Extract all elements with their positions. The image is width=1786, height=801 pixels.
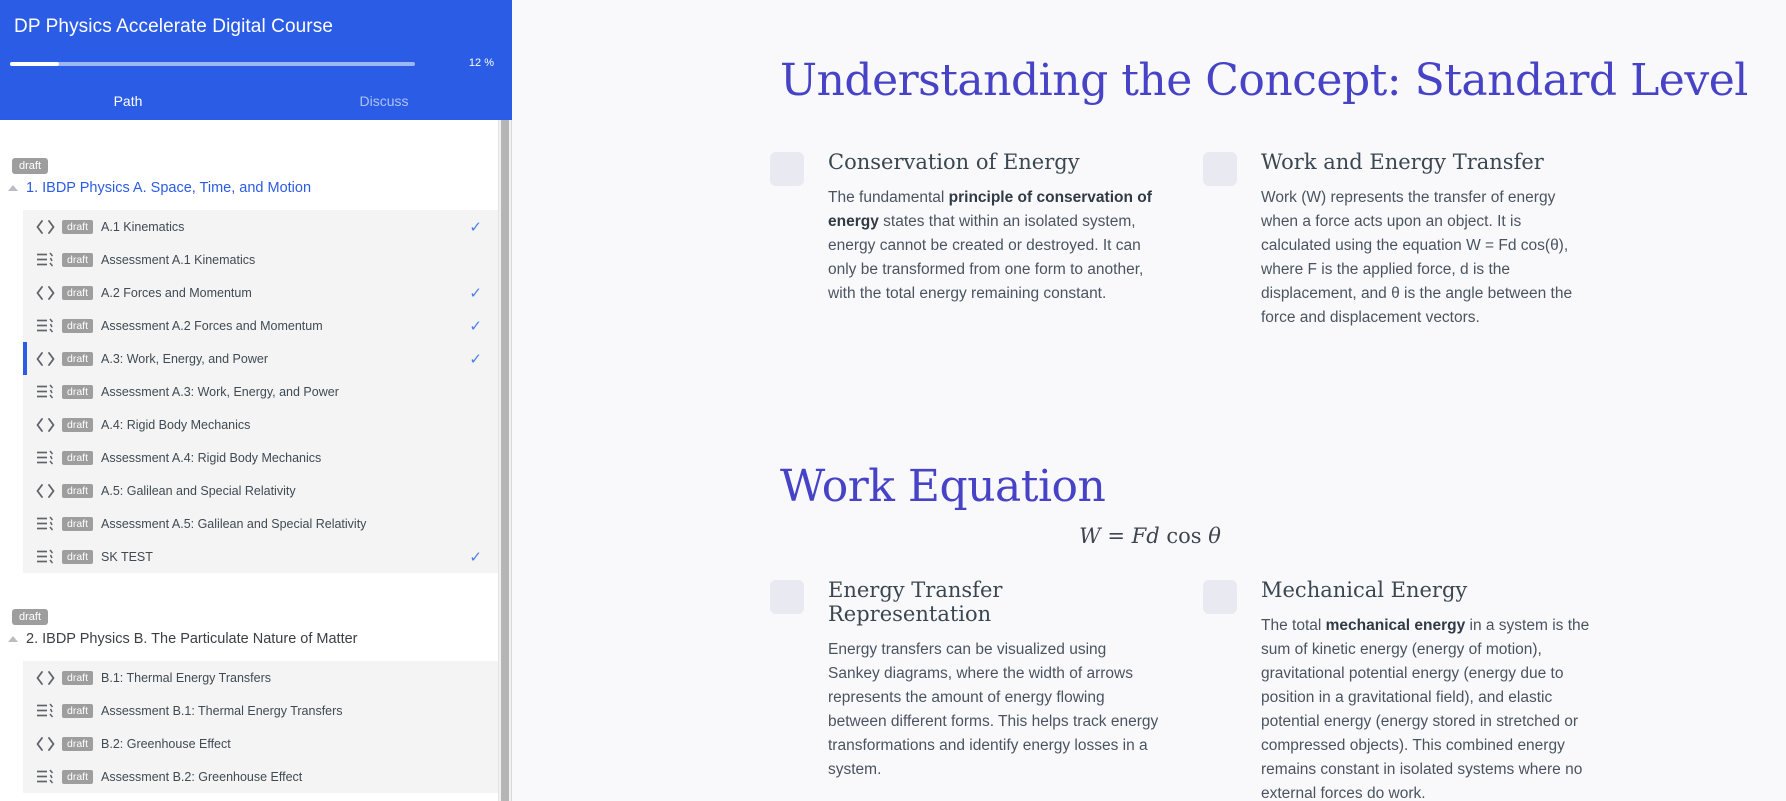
section-title: 2. IBDP Physics B. The Particulate Nature of Matter bbox=[26, 631, 358, 647]
list-item[interactable] bbox=[23, 210, 498, 243]
sidebar-tabs bbox=[0, 82, 512, 120]
draft-badge: draft bbox=[62, 418, 93, 432]
draft-badge: draft bbox=[62, 352, 93, 366]
item-label: Assessment A.3: Work, Energy, and Power bbox=[101, 384, 339, 399]
lesson-code-icon bbox=[36, 669, 56, 687]
draft-badge: draft bbox=[62, 770, 93, 784]
assessment-icon bbox=[36, 549, 55, 564]
page-title: Understanding the Concept: Standard Level bbox=[780, 55, 1748, 106]
lesson-code-icon bbox=[36, 671, 55, 685]
list-item[interactable] bbox=[23, 727, 498, 760]
lesson-code-icon bbox=[36, 482, 56, 500]
section-items bbox=[23, 661, 498, 793]
concept-card-title: Work and Energy Transfer bbox=[1261, 150, 1544, 174]
assessment-icon bbox=[36, 548, 56, 566]
lesson-code-icon bbox=[36, 286, 55, 300]
draft-badge: draft bbox=[62, 550, 93, 564]
tab-discuss[interactable]: Discuss bbox=[359, 93, 409, 109]
check-icon: ✓ bbox=[469, 218, 482, 236]
list-item[interactable] bbox=[23, 243, 498, 276]
list-item[interactable] bbox=[23, 540, 498, 573]
assessment-icon bbox=[36, 516, 55, 531]
list-item[interactable] bbox=[23, 441, 498, 474]
concept-cards-row-1 bbox=[770, 150, 1665, 330]
item-label: A.1 Kinematics bbox=[101, 219, 185, 234]
concept-card bbox=[770, 150, 1203, 330]
list-item[interactable] bbox=[23, 408, 498, 441]
item-label: A.3: Work, Energy, and Power bbox=[101, 351, 268, 366]
lesson-code-icon bbox=[36, 735, 56, 753]
assessment-icon bbox=[36, 383, 56, 401]
concept-card-icon bbox=[770, 152, 804, 186]
concept-card-body: The fundamental principle of conservation of energy states that within an isolated system, energy cannot be created or destroyed. It can only be transformed from one form to another, with the total energy remaining constant. bbox=[828, 189, 1152, 302]
assessment-icon bbox=[36, 251, 56, 269]
concept-card-icon bbox=[1203, 152, 1237, 186]
list-item[interactable] bbox=[23, 694, 498, 727]
concept-card-title: Energy Transfer Representation bbox=[828, 578, 1003, 626]
collapse-arrow-icon bbox=[8, 185, 18, 191]
assessment-icon bbox=[36, 252, 55, 267]
lesson-code-icon bbox=[36, 352, 55, 366]
draft-badge: draft bbox=[62, 704, 93, 718]
concept-card-body: Work (W) represents the transfer of energy when a force acts upon an object. It is calculated using the equation W = Fd cos(θ), where F is the applied force, d is the displacement, and θ is the angle between the force and displacement vectors. bbox=[1261, 189, 1573, 326]
tab-path[interactable]: Path bbox=[113, 93, 143, 109]
item-label: Assessment A.2 Forces and Momentum bbox=[101, 318, 323, 333]
check-icon: ✓ bbox=[469, 350, 482, 368]
item-label: Assessment A.5: Galilean and Special Relativity bbox=[101, 516, 367, 531]
item-label: A.2 Forces and Momentum bbox=[101, 285, 252, 300]
assessment-icon bbox=[36, 515, 56, 533]
check-icon: ✓ bbox=[469, 548, 482, 566]
item-label: Assessment B.2: Greenhouse Effect bbox=[101, 769, 303, 784]
list-item[interactable] bbox=[23, 309, 498, 342]
sidebar-header bbox=[0, 0, 512, 120]
lesson-code-icon bbox=[36, 284, 56, 302]
assessment-icon bbox=[36, 384, 55, 399]
draft-badge: draft bbox=[62, 517, 93, 531]
draft-badge: draft bbox=[62, 253, 93, 267]
list-item[interactable] bbox=[23, 342, 498, 375]
concept-card bbox=[1203, 578, 1636, 801]
concept-cards-row-2 bbox=[770, 578, 1665, 801]
concept-card-icon bbox=[770, 580, 804, 614]
course-progress-bar bbox=[10, 62, 415, 66]
work-equation-formula: W = Fd cos θ bbox=[1079, 524, 1221, 548]
item-label: B.2: Greenhouse Effect bbox=[101, 736, 231, 751]
draft-badge: draft bbox=[62, 737, 93, 751]
item-label: B.1: Thermal Energy Transfers bbox=[101, 670, 271, 685]
course-progress-fill bbox=[10, 62, 59, 66]
sidebar-scrollbar-thumb[interactable] bbox=[501, 120, 509, 801]
assessment-icon bbox=[36, 702, 56, 720]
section-title-row[interactable] bbox=[8, 631, 498, 647]
list-item[interactable] bbox=[23, 276, 498, 309]
list-item[interactable] bbox=[23, 760, 498, 793]
section-items bbox=[23, 210, 498, 573]
section-title: 1. IBDP Physics A. Space, Time, and Motion bbox=[26, 180, 312, 196]
draft-badge: draft bbox=[62, 385, 93, 399]
course-title: DP Physics Accelerate Digital Course bbox=[14, 16, 333, 37]
course-section bbox=[0, 156, 498, 573]
work-equation-title: Work Equation bbox=[780, 461, 1106, 512]
lesson-code-icon bbox=[36, 218, 56, 236]
lesson-code-icon bbox=[36, 220, 55, 234]
draft-badge: draft bbox=[62, 319, 93, 333]
lesson-code-icon bbox=[36, 484, 55, 498]
assessment-icon bbox=[36, 317, 56, 335]
course-progress-percent: 12 % bbox=[468, 57, 494, 69]
draft-badge: draft bbox=[62, 484, 93, 498]
draft-badge: draft bbox=[62, 220, 93, 234]
concept-card bbox=[1203, 150, 1636, 330]
draft-badge: draft bbox=[62, 286, 93, 300]
item-label: A.4: Rigid Body Mechanics bbox=[101, 417, 251, 432]
item-label: Assessment A.4: Rigid Body Mechanics bbox=[101, 450, 322, 465]
check-icon: ✓ bbox=[469, 284, 482, 302]
concept-card bbox=[770, 578, 1203, 801]
draft-badge: draft bbox=[62, 451, 93, 465]
list-item[interactable] bbox=[23, 375, 498, 408]
concept-card-body: Energy transfers can be visualized using Sankey diagrams, where the width of arrows represents the amount of energy flowing between different forms. This helps track energy transformations and identify energy losses in a system. bbox=[828, 641, 1159, 778]
item-label: Assessment B.1: Thermal Energy Transfers bbox=[101, 703, 343, 718]
section-title-row[interactable] bbox=[8, 180, 498, 196]
concept-card-icon bbox=[1203, 580, 1237, 614]
course-path-list bbox=[0, 120, 498, 801]
list-item[interactable] bbox=[23, 474, 498, 507]
item-label: A.5: Galilean and Special Relativity bbox=[101, 483, 296, 498]
assessment-icon bbox=[36, 449, 56, 467]
assessment-icon bbox=[36, 768, 56, 786]
draft-badge: draft bbox=[12, 158, 48, 174]
concept-card-title: Mechanical Energy bbox=[1261, 578, 1468, 602]
concept-card-body: The total mechanical energy in a system is the sum of kinetic energy (energy of motion), gravitational potential energy (energy due to position in a gravitational field), and elastic potential energy (energy stored in stretched or compressed objects). This combined energy remains constant in isolated systems where no external forces do work. bbox=[1261, 617, 1590, 801]
lesson-code-icon bbox=[36, 416, 56, 434]
course-section bbox=[0, 607, 498, 793]
lesson-code-icon bbox=[36, 350, 56, 368]
list-item[interactable] bbox=[23, 661, 498, 694]
lesson-code-icon bbox=[36, 418, 55, 432]
draft-badge: draft bbox=[12, 609, 48, 625]
draft-badge: draft bbox=[62, 671, 93, 685]
check-icon: ✓ bbox=[469, 317, 482, 335]
item-label: Assessment A.1 Kinematics bbox=[101, 252, 256, 267]
lesson-content bbox=[512, 0, 1786, 801]
collapse-arrow-icon bbox=[8, 636, 18, 642]
sidebar-scrollbar bbox=[498, 120, 512, 801]
item-label: SK TEST bbox=[101, 549, 153, 564]
assessment-icon bbox=[36, 769, 55, 784]
assessment-icon bbox=[36, 703, 55, 718]
concept-card-title: Conservation of Energy bbox=[828, 150, 1080, 174]
assessment-icon bbox=[36, 318, 55, 333]
assessment-icon bbox=[36, 450, 55, 465]
course-sidebar bbox=[0, 0, 512, 801]
lesson-code-icon bbox=[36, 737, 55, 751]
list-item[interactable] bbox=[23, 507, 498, 540]
